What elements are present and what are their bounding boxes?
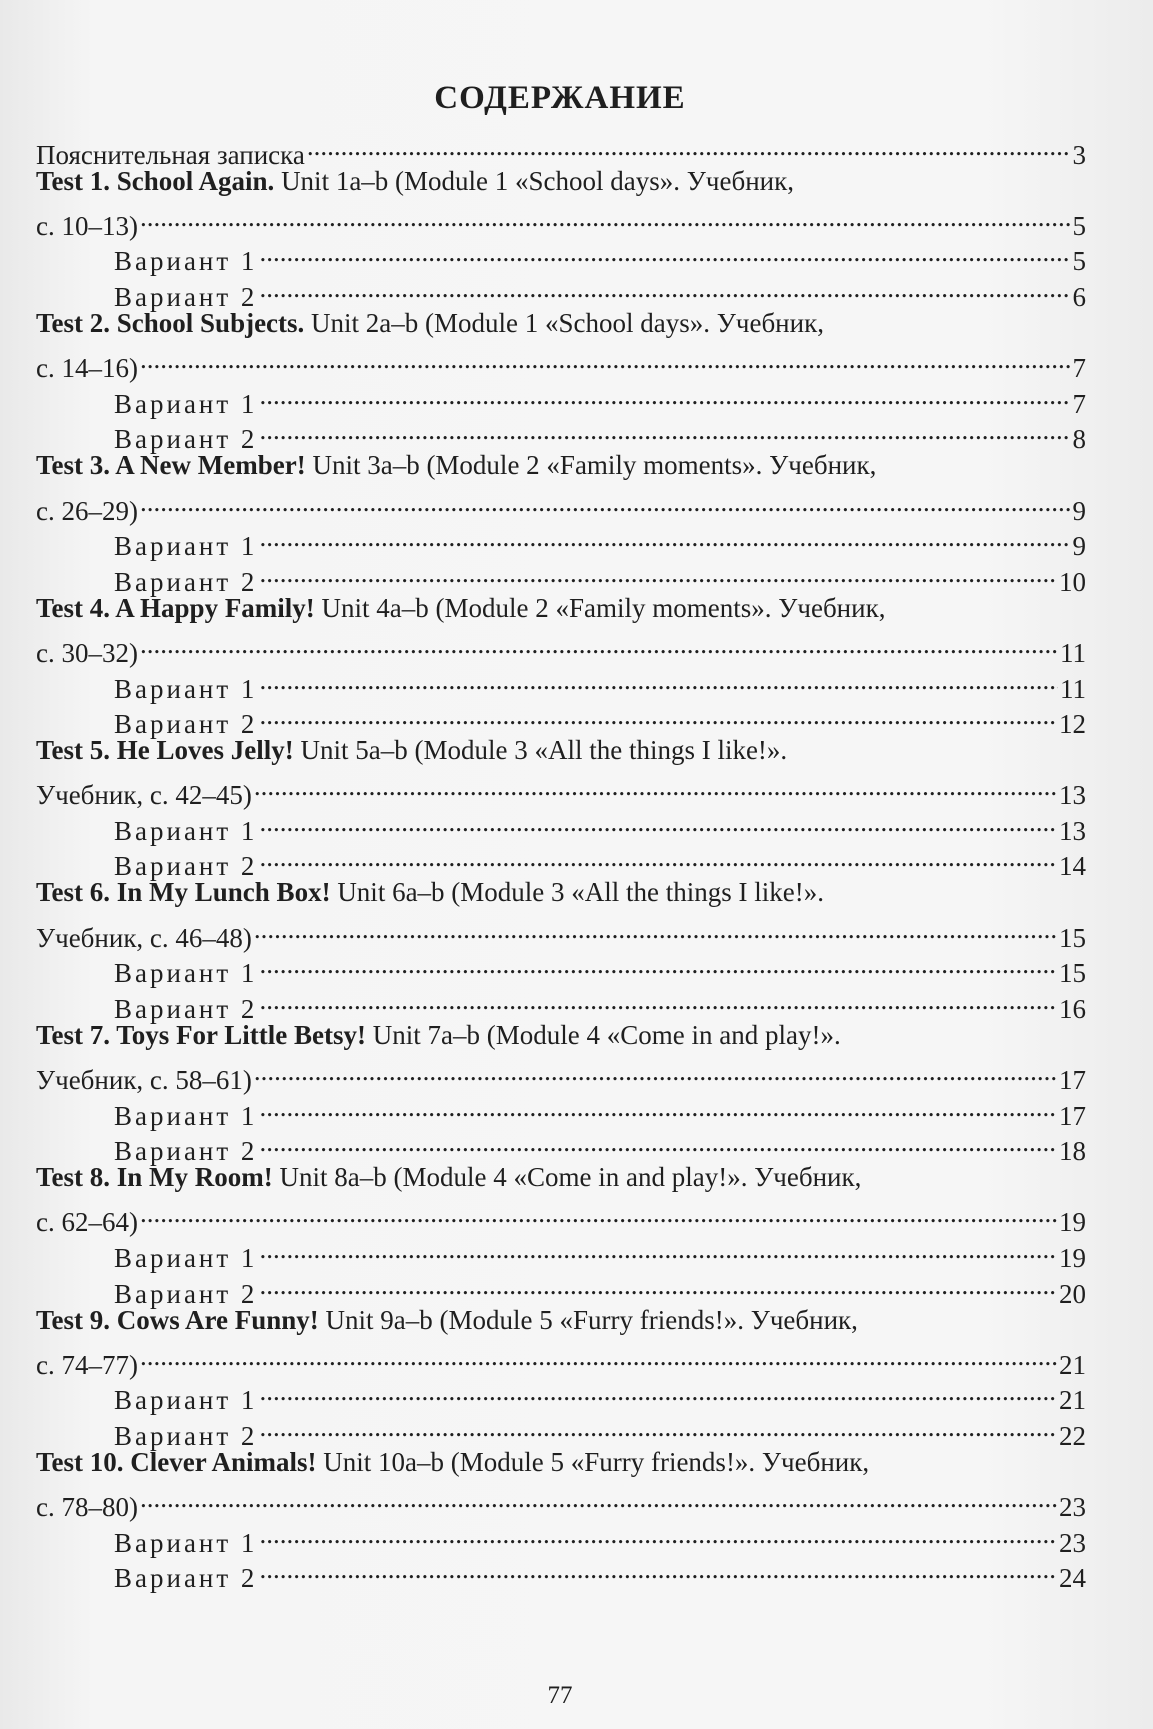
toc-page-number: 12: [1059, 709, 1086, 740]
dot-leader: [140, 1196, 1057, 1232]
toc-page-number: 23: [1059, 1527, 1086, 1558]
test-title: Test 10. Clever Animals!: [36, 1446, 317, 1477]
variant-label: Вариант 2: [114, 1420, 258, 1451]
test-description: Unit 7a–b (Module 4 «Come in and play!».: [366, 1019, 841, 1050]
dot-leader: [259, 840, 1057, 876]
dot-leader: [259, 1552, 1057, 1588]
toc-page-number: 17: [1059, 1065, 1086, 1096]
toc-entry-continuation: [36, 484, 1086, 526]
variant-label: Вариант 1: [114, 246, 258, 277]
toc-variant-1: [36, 1516, 1086, 1558]
dot-leader: [259, 235, 1070, 271]
dot-leader: [259, 377, 1070, 413]
toc-entry-label: Пояснительная записка: [36, 139, 305, 170]
toc-page-number: 8: [1072, 424, 1086, 455]
variant-label: Вариант 1: [114, 531, 258, 562]
table-of-contents: [36, 128, 1086, 1594]
test-title: Test 1. School Again.: [36, 165, 275, 196]
toc-page-number: 11: [1060, 637, 1086, 668]
dot-leader: [259, 1516, 1057, 1552]
page-title: СОДЕРЖАНИЕ: [434, 80, 686, 116]
variant-label: Вариант 2: [114, 281, 258, 312]
test-pages: с. 30–32): [36, 637, 138, 668]
toc-entry-continuation: [36, 769, 1086, 811]
variant-label: Вариант 1: [114, 388, 258, 419]
toc-page-number: 16: [1059, 993, 1086, 1024]
toc-page-number: 9: [1072, 531, 1086, 562]
variant-label: Вариант 1: [114, 1385, 258, 1416]
dot-leader: [259, 1267, 1057, 1303]
variant-label: Вариант 1: [114, 1243, 258, 1273]
toc-page-number: 21: [1059, 1385, 1086, 1416]
variant-label: Вариант 2: [114, 1136, 258, 1167]
dot-leader: [140, 342, 1071, 378]
dot-leader: [259, 1409, 1057, 1445]
toc-page-number: 19: [1059, 1207, 1086, 1238]
test-description: Unit 6a–b (Module 3 «All the things I like!».: [330, 877, 824, 908]
toc-page-number: 14: [1059, 851, 1086, 882]
toc-page-number: 11: [1060, 673, 1086, 704]
test-pages: с. 14–16): [36, 353, 138, 384]
toc-entry-continuation: [36, 1053, 1086, 1096]
toc-entry-heading: [36, 448, 1086, 484]
dot-leader: [254, 911, 1057, 947]
test-title: Test 8. In My Room!: [36, 1162, 273, 1193]
toc-page-number: 17: [1059, 1100, 1086, 1131]
variant-label: Вариант 1: [114, 815, 258, 846]
dot-leader: [259, 1231, 1057, 1267]
toc-page-number: 22: [1059, 1420, 1086, 1451]
test-pages: с. 62–64): [36, 1207, 138, 1238]
dot-leader: [259, 698, 1057, 734]
dot-leader: [307, 128, 1071, 164]
test-description: Unit 8a–b (Module 4 «Come in and play!». Учебник,: [272, 1162, 862, 1193]
toc-entry-continuation: [36, 199, 1086, 241]
dot-leader: [259, 520, 1070, 556]
toc-entry-heading: [36, 1445, 1086, 1481]
dot-leader: [259, 982, 1057, 1018]
toc-page-number: 9: [1072, 495, 1086, 526]
toc-page-number: 3: [1072, 139, 1086, 170]
toc-entry-heading: [36, 733, 1086, 769]
toc-entry-heading: [36, 306, 1086, 342]
variant-label: Вариант 2: [114, 851, 258, 882]
dot-leader: [254, 1053, 1057, 1089]
toc-page-number: 24: [1059, 1563, 1086, 1594]
toc-entry-continuation: [36, 626, 1086, 668]
dot-leader: [259, 555, 1057, 591]
test-pages: с. 10–13): [36, 210, 138, 241]
toc-entry-heading: [36, 1303, 1086, 1339]
test-description: Unit 3a–b (Module 2 «Family moments». Учебник,: [305, 450, 877, 481]
toc-page-number: 19: [1059, 1243, 1086, 1273]
toc-page-number: 13: [1059, 815, 1086, 846]
dot-leader: [259, 1089, 1057, 1125]
toc-entry-continuation: [36, 1196, 1086, 1238]
test-description: Unit 2a–b (Module 1 «School days». Учебник,: [304, 307, 824, 338]
toc-variant-1: [36, 235, 1086, 277]
dot-leader: [259, 1374, 1057, 1410]
variant-label: Вариант 1: [114, 1527, 258, 1558]
toc-variant-1: [36, 520, 1086, 562]
variant-label: Вариант 2: [114, 424, 258, 455]
toc-page-number: 6: [1072, 281, 1086, 312]
test-description: Unit 5a–b (Module 3 «All the things I like!».: [293, 735, 788, 766]
dot-leader: [259, 662, 1058, 698]
toc-variant-1: [36, 1374, 1086, 1416]
variant-label: Вариант 2: [114, 993, 258, 1024]
dot-leader: [140, 1338, 1057, 1374]
toc-entry-continuation: [36, 1481, 1086, 1523]
variant-label: Вариант 1: [114, 1100, 258, 1131]
variant-label: Вариант 1: [114, 673, 258, 704]
dot-leader: [140, 1481, 1057, 1517]
toc-page-number: 20: [1059, 1278, 1086, 1309]
toc-entry-continuation: [36, 911, 1086, 953]
variant-label: Вариант 2: [114, 1278, 258, 1309]
toc-entry-heading: [36, 164, 1086, 200]
toc-variant-1: [36, 1231, 1086, 1273]
toc-page-number: 21: [1059, 1349, 1086, 1380]
toc-page-number: 5: [1072, 210, 1086, 241]
toc-page-number: 23: [1059, 1492, 1086, 1523]
test-description: Unit 1a–b (Module 1 «School days». Учебник,: [274, 165, 794, 196]
test-title: Test 7. Toys For Little Betsy!: [36, 1019, 367, 1050]
dot-leader: [259, 804, 1057, 840]
variant-label: Вариант 1: [114, 958, 258, 989]
toc-variant-1: [36, 662, 1086, 704]
dot-leader: [259, 947, 1057, 983]
dot-leader: [259, 413, 1070, 449]
dot-leader: [259, 1125, 1057, 1161]
test-pages: Учебник, с. 46–48): [36, 922, 252, 953]
test-pages: Учебник, с. 58–61): [36, 1065, 252, 1096]
test-title: Test 9. Cows Are Funny!: [36, 1304, 319, 1335]
toc-page-number: 18: [1059, 1136, 1086, 1167]
toc-page-number: 7: [1072, 353, 1086, 384]
toc-variant-1: [36, 377, 1086, 419]
toc-page-number: 5: [1072, 246, 1086, 277]
dot-leader: [140, 484, 1071, 520]
test-title: Test 2. School Subjects.: [36, 307, 305, 338]
dot-leader: [140, 199, 1071, 235]
toc-entry-heading: [36, 591, 1086, 627]
test-pages: с. 74–77): [36, 1349, 138, 1380]
test-description: Unit 4a–b (Module 2 «Family moments». Учебник,: [314, 592, 886, 623]
variant-label: Вариант 2: [114, 566, 258, 597]
dot-leader: [140, 626, 1058, 662]
toc-entry-continuation: [36, 1338, 1086, 1380]
test-description: Unit 9a–b (Module 5 «Furry friends!». Учебник,: [318, 1304, 858, 1335]
toc-entry-continuation: [36, 342, 1086, 384]
test-title: Test 5. He Loves Jelly!: [36, 735, 294, 766]
test-description: Unit 10a–b (Module 5 «Furry friends!». Учебник,: [316, 1446, 870, 1477]
toc-entry-intro: [36, 128, 1086, 170]
test-pages: с. 26–29): [36, 495, 138, 526]
test-title: Test 6. In My Lunch Box!: [36, 877, 331, 908]
page-number: 77: [547, 1682, 573, 1709]
toc-entry-heading: [36, 1018, 1086, 1054]
toc-page-number: 15: [1059, 922, 1086, 953]
test-title: Test 4. A Happy Family!: [36, 592, 315, 623]
variant-label: Вариант 2: [114, 1563, 258, 1594]
variant-label: Вариант 2: [114, 709, 258, 740]
dot-leader: [259, 270, 1070, 306]
test-title: Test 3. A New Member!: [36, 450, 306, 481]
test-pages: с. 78–80): [36, 1492, 138, 1523]
toc-page-number: 13: [1059, 780, 1086, 811]
toc-entry-heading: [36, 875, 1086, 911]
toc-page-number: 10: [1059, 566, 1086, 597]
toc-page-number: 15: [1059, 958, 1086, 989]
toc-page-number: 7: [1072, 388, 1086, 419]
toc-entry-heading: [36, 1160, 1086, 1196]
test-pages: Учебник, с. 42–45): [36, 780, 252, 811]
dot-leader: [254, 769, 1057, 805]
